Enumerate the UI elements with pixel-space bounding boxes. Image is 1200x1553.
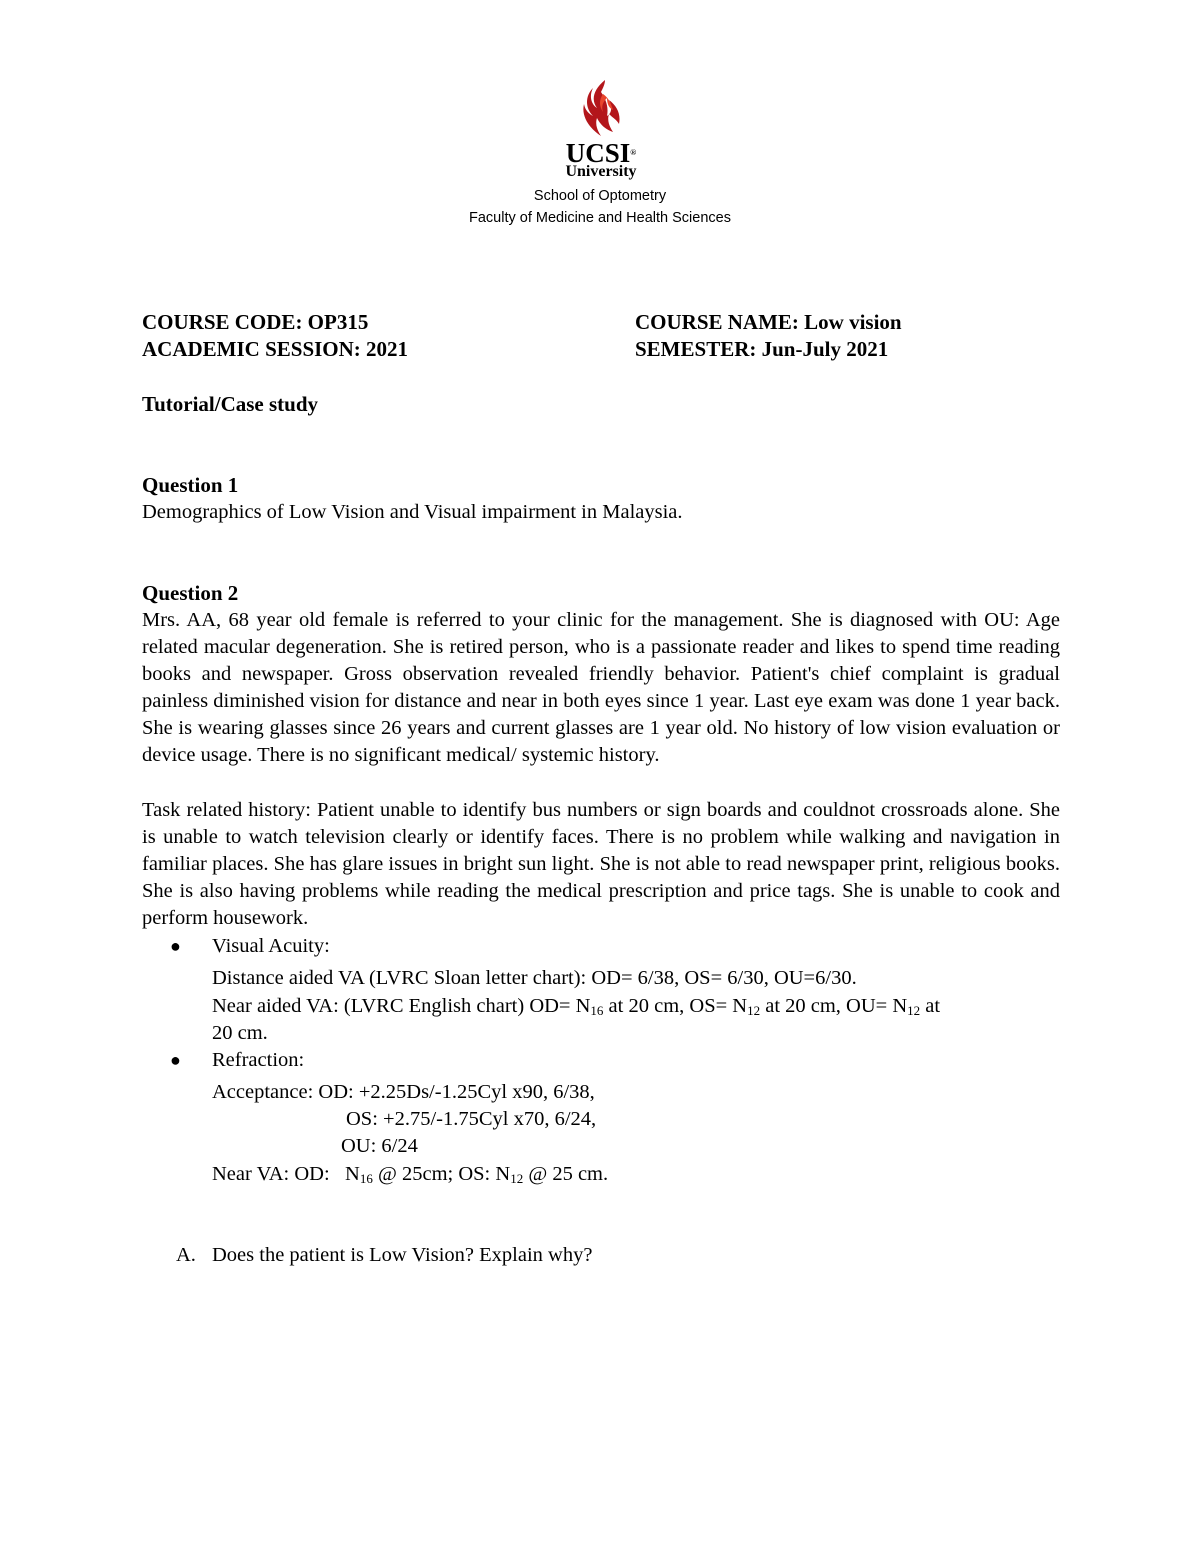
logo-subtitle: University <box>565 163 637 180</box>
refraction-label: Refraction: <box>212 1049 305 1071</box>
refraction-os: OS: +2.75/-1.75Cyl x70, 6/24, <box>346 1108 597 1130</box>
bullet-icon: ● <box>170 1050 181 1070</box>
document-type: Tutorial/Case study <box>142 392 319 416</box>
logo-wordmark: UCSI® <box>565 138 637 168</box>
academic-session: ACADEMIC SESSION: 2021 <box>142 337 409 361</box>
question-1-text: Demographics of Low Vision and Visual impairment in Malaysia. <box>142 501 683 523</box>
near-va-refraction: Near VA: OD: $N_{16}$ @ 25cm; OS: $N_{12}$ @ 25 cm. <box>212 1163 609 1186</box>
distance-va: Distance aided VA (LVRC Sloan letter chart): OD= 6/38, OS= 6/30, OU=6/30. <box>212 967 857 989</box>
question-2-title: Question 2 <box>142 581 239 605</box>
question-a-marker: A. <box>176 1244 196 1266</box>
flame-icon <box>579 78 623 138</box>
course-code: COURSE CODE: OP315 <box>142 310 369 334</box>
semester: SEMESTER: Jun-July 2021 <box>635 337 889 361</box>
refraction-od: Acceptance: OD: +2.25Ds/-1.25Cyl x90, 6/38, <box>212 1081 595 1103</box>
near-va-cont: 20 cm. <box>212 1022 268 1044</box>
bullet-icon: ● <box>170 936 181 956</box>
task-history: Task related history: Patient unable to identify bus numbers or sign boards and couldnot crossroads alone. She is unable to watch television clearly or identify faces. There is no problem while walking and navigation in familiar places. She has glare issues in bright sun light. She is not able to read newspaper print, religious books. She is also having problems while reading the medical prescription and price tags. She is unable to cook and perform housework. <box>142 799 1060 929</box>
question-1-title: Question 1 <box>142 473 239 497</box>
faculty-name: Faculty of Medicine and Health Sciences <box>469 210 731 226</box>
university-logo <box>560 78 642 180</box>
near-va: Near aided VA: (LVRC English chart) $OD= N_{16}$ at 20 cm, $OS= N_{12}$ at 20 cm, $OU= N_{12}$ at <box>212 995 941 1018</box>
question-a-text: Does the patient is Low Vision? Explain why? <box>212 1244 593 1266</box>
case-description: Mrs. AA, 68 year old female is referred to your clinic for the management. She is diagnosed with OU: Age related macular degeneration. She is retired person, who is a passionate reader and likes to spend time reading books and newspaper. Gross observation revealed friendly behavior. Patient's chief complaint is gradual painless diminished vision for distance and near in both eyes since 1 year. Last eye exam was done 1 year back. She is wearing glasses since 26 years and current glasses are 1 year old. No history of low vision evaluation or device usage. There is no significant medical/ systemic history. <box>142 609 1060 766</box>
school-name: School of Optometry <box>533 188 667 204</box>
course-name: COURSE NAME: Low vision <box>635 310 902 334</box>
refraction-ou: OU: 6/24 <box>341 1135 418 1157</box>
va-label: Visual Acuity: <box>212 935 330 957</box>
